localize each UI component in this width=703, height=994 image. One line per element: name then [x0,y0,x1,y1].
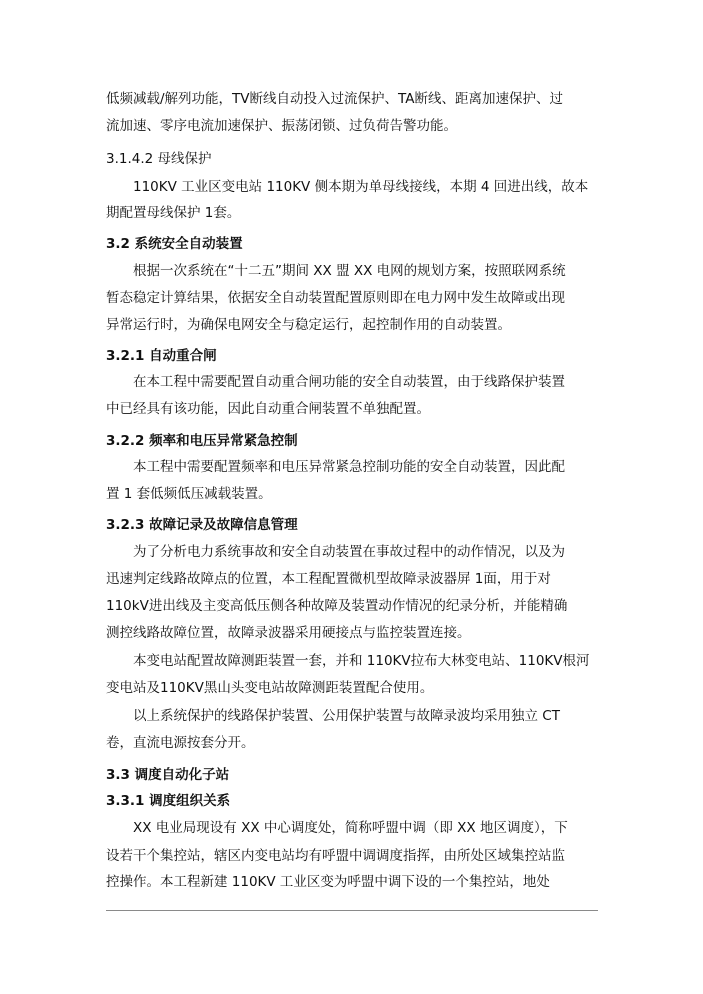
paragraph-line: 设若干个集控站，辖区内变电站均有呼盟中调调度指挥，由所处区域集控站监 [106,848,565,864]
paragraph-line: 迅速判定线路故障点的位置，本工程配置微机型故障录波器屏 1面，用于对 [106,571,551,587]
section-heading: 3.2.2 频率和电压异常紧急控制 [106,433,298,449]
paragraph-line: 暂态稳定计算结果，依据安全自动装置配置原则即在电力网中发生故障或出现 [106,290,565,306]
paragraph-line: 本变电站配置故障测距装置一套，并和 110KV拉布大林变电站、110KV根河 [133,653,590,669]
paragraph-line: 根据一次系统在“十二五”期间 XX 盟 XX 电网的规划方案，按照联网系统 [133,263,566,279]
subsection-heading: 3.1.4.2 母线保护 [106,151,212,167]
paragraph-line: 期配置母线保护 1套。 [106,205,241,221]
paragraph-line: 控操作。本工程新建 110KV 工业区变为呼盟中调下设的一个集控站，地处 [106,874,550,890]
paragraph-line: 卷，直流电源按套分开。 [106,735,255,751]
paragraph-line: 中已经具有该功能，因此自动重合闸装置不单独配置。 [106,401,430,417]
paragraph-line: 流加速、零序电流加速保护、振荡闭锁、过负荷告警功能。 [106,118,457,134]
section-heading: 3.2.3 故障记录及故障信息管理 [106,517,298,533]
paragraph-line: 异常运行时，为确保电网安全与稳定运行，起控制作用的自动装置。 [106,317,511,333]
paragraph-line: 为了分析电力系统事故和安全自动装置在事故过程中的动作情况，以及为 [133,544,565,560]
footer-divider [106,910,598,911]
paragraph-line: 测控线路故障位置，故障录波器采用硬接点与监控装置连接。 [106,625,471,641]
section-heading: 3.3.1 调度组织关系 [106,793,231,809]
paragraph-line: 本工程中需要配置频率和电压异常紧急控制功能的安全自动装置，因此配 [133,459,565,475]
paragraph-line: 110KV 工业区变电站 110KV 侧本期为单母线接线，本期 4 回进出线，故本 [133,179,589,195]
paragraph-line: 变电站及110KV黑山头变电站故障测距装置配合使用。 [106,680,434,696]
paragraph-line: 110kV进出线及主变高低压侧各种故障及装置动作情况的纪录分析，并能精确 [106,598,568,614]
section-heading: 3.3 调度自动化子站 [106,767,230,783]
paragraph-line: 低频减载/解列功能，TV断线自动投入过流保护、TA断线、距离加速保护、过 [106,91,563,107]
paragraph-line: 在本工程中需要配置自动重合闸功能的安全自动装置，由于线路保护装置 [133,374,565,390]
section-heading: 3.2.1 自动重合闸 [106,348,217,364]
paragraph-line: 置 1 套低频低压减载装置。 [106,486,272,502]
paragraph-line: XX 电业局现设有 XX 中心调度处，简称呼盟中调（即 XX 地区调度），下 [133,820,568,836]
paragraph-line: 以上系统保护的线路保护装置、公用保护装置与故障录波均采用独立 CT [133,708,560,724]
section-heading: 3.2 系统安全自动装置 [106,236,243,252]
